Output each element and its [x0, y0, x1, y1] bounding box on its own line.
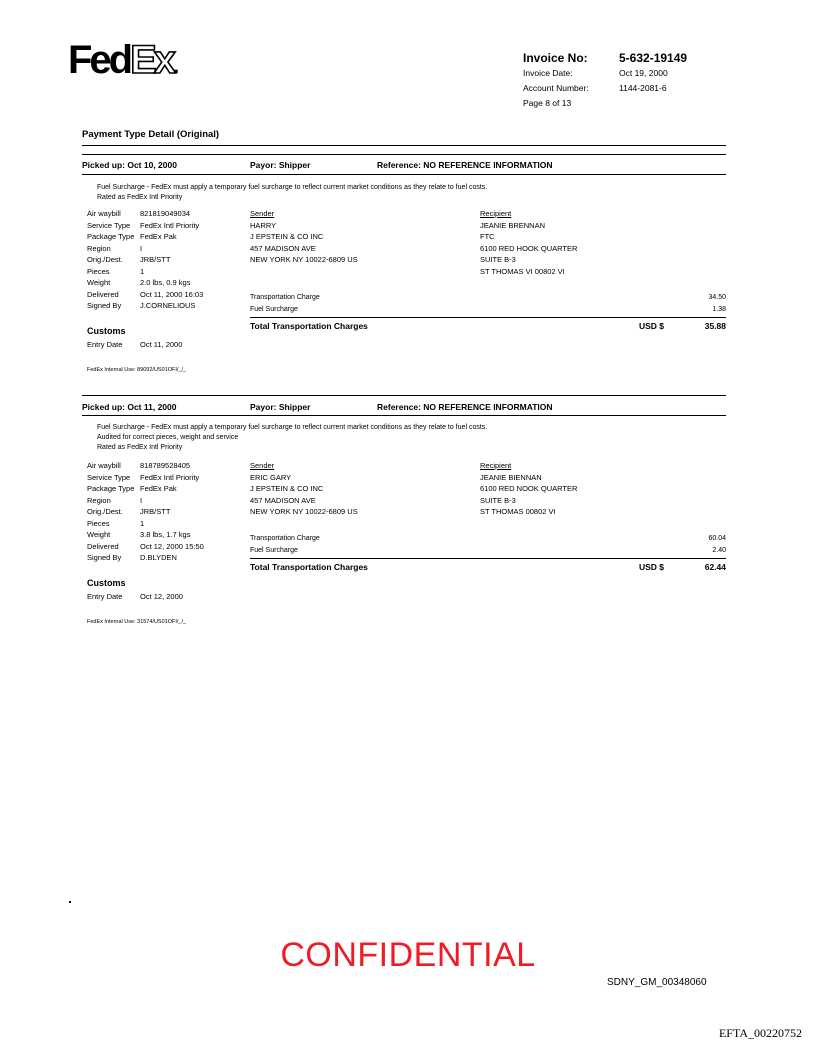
transportation-charge-label: Transportation Charge: [250, 535, 320, 542]
orig-dest-label: Orig./Dest.: [87, 255, 123, 264]
bates-number: SDNY_GM_00348060: [607, 977, 707, 988]
address-line: 6100 RED HOOK QUARTER: [480, 243, 578, 253]
package-type: FedEx Pak: [140, 484, 177, 493]
confidential-stamp: CONFIDENTIAL: [280, 936, 536, 974]
divider: [82, 154, 726, 155]
note: Rated as FedEx Intl Priority: [97, 194, 183, 201]
address-line: JEANIE BIENNAN: [480, 472, 542, 482]
air-waybill-label: Air waybill: [87, 461, 121, 470]
sender-address: [250, 460, 358, 518]
recipient-heading: Recipient: [480, 461, 512, 470]
address-line: SUITE B-3: [480, 255, 516, 264]
pieces-label: Pieces: [87, 266, 110, 276]
address-line: HARRY: [250, 220, 277, 230]
entry-date: Oct 12, 2000: [140, 592, 183, 601]
divider: [82, 145, 726, 146]
fuel-surcharge-label: Fuel Surcharge: [250, 546, 298, 554]
recipient-address: [480, 460, 577, 518]
entry-date-label: Entry Date: [87, 340, 123, 349]
transportation-charge-label: Transportation Charge: [250, 294, 320, 301]
address-line: NEW YORK NY 10022-6809 US: [250, 507, 358, 516]
note: Audited for correct pieces, weight and service: [97, 434, 239, 441]
fuel-surcharge-label: Fuel Surcharge: [250, 305, 298, 313]
note: Fuel Surcharge - FedEx must apply a temporary fuel surcharge to reflect current market conditions as they relate to fuel costs.: [97, 184, 488, 191]
total-amount: 35.88: [704, 321, 726, 331]
entry-date-row: [87, 340, 182, 349]
address-line: ERIC GARY: [250, 472, 292, 482]
service-type: FedEx Intl Priority: [140, 220, 200, 230]
divider: [82, 415, 726, 416]
customs-heading: Customs: [87, 326, 126, 336]
package-type: FedEx Pak: [140, 232, 177, 241]
address-line: ST THOMAS 00802 VI: [480, 507, 556, 516]
address-line: SUITE B-3: [480, 495, 516, 505]
invoice-no: 5-632-19149: [619, 51, 688, 65]
weight: 2.0 lbs, 0.9 kgs: [140, 278, 191, 287]
air-waybill: 821819049034: [140, 209, 191, 218]
address-line: NEW YORK NY 10022-6809 US: [250, 255, 358, 264]
internal-use: FedEx Internal Use: 31574/US01OFI/_/_: [87, 619, 187, 625]
recipient-heading: Recipient: [480, 209, 512, 218]
address-line: J EPSTEIN & CO INC: [250, 484, 324, 493]
entry-date-label: Entry Date: [87, 592, 123, 601]
address-line: J EPSTEIN & CO INC: [250, 232, 324, 241]
reference: Reference: NO REFERENCE INFORMATION: [377, 402, 553, 412]
divider: [82, 174, 726, 175]
signed-by-label: Signed By: [87, 553, 122, 562]
charges: [250, 533, 726, 556]
address-line: JEANIE BRENNAN: [480, 220, 546, 230]
currency: USD $: [639, 562, 665, 572]
transportation-charge: 60.04: [708, 535, 726, 542]
signed-by-label: Signed By: [87, 301, 122, 310]
pieces: 1: [140, 266, 145, 276]
shipment-notes: [97, 183, 487, 203]
page-number: Page 8 of 13: [523, 98, 572, 108]
sender-heading: Sender: [250, 461, 275, 470]
fuel-surcharge: 1.38: [712, 305, 726, 313]
region-label: Region: [87, 243, 111, 253]
internal-use: FedEx Internal Use: 89092/US01OFI/_/_: [87, 367, 187, 373]
shipment-notes: [97, 423, 487, 453]
scan-speck: [69, 901, 71, 903]
total-amount: 62.44: [704, 562, 726, 572]
service-type-label: Service Type: [87, 472, 131, 482]
address-line: ST THOMAS VI 00802 VI: [480, 266, 565, 276]
weight-label: Weight: [87, 530, 111, 539]
currency: USD $: [639, 321, 665, 331]
note: Rated as FedEx Intl Priority: [97, 444, 183, 451]
payor: Payor: Shipper: [250, 160, 311, 170]
invoice-date: Oct 19, 2000: [619, 68, 668, 78]
total-label: Total Transportation Charges: [250, 562, 368, 572]
address-line: 457 MADISON AVE: [250, 243, 316, 253]
recipient-address: [480, 208, 577, 277]
divider: [82, 395, 726, 396]
address-line: FTC: [480, 232, 495, 241]
region-label: Region: [87, 495, 111, 505]
address-line: 457 MADISON AVE: [250, 495, 316, 505]
orig-dest-label: Orig./Dest.: [87, 507, 123, 516]
package-type-label: Package Type: [87, 232, 135, 241]
shipment-details: [87, 460, 204, 564]
package-type-label: Package Type: [87, 484, 135, 493]
picked-up: Picked up: Oct 10, 2000: [82, 160, 177, 170]
account-label: Account Number:: [523, 83, 589, 93]
delivered: Oct 12, 2000 15:50: [140, 541, 204, 551]
delivered-label: Delivered: [87, 541, 119, 551]
sender-address: [250, 208, 358, 266]
customs-heading: Customs: [87, 578, 126, 588]
signed-by: D.BLYDEN: [140, 553, 177, 562]
service-type-label: Service Type: [87, 220, 131, 230]
weight: 3.8 lbs, 1.7 kgs: [140, 530, 191, 539]
orig-dest: JRB/STT: [140, 255, 171, 264]
fedex-logo: FedEx.: [68, 38, 180, 82]
orig-dest: JRB/STT: [140, 507, 171, 516]
section-title: Payment Type Detail (Original): [82, 129, 220, 140]
air-waybill-label: Air waybill: [87, 209, 121, 218]
region: I: [140, 243, 143, 253]
total-label: Total Transportation Charges: [250, 321, 368, 331]
charges: [250, 292, 726, 315]
payor: Payor: Shipper: [250, 402, 311, 412]
fuel-surcharge: 2.40: [712, 546, 726, 554]
pieces: 1: [140, 518, 145, 528]
transportation-charge: 34.50: [708, 294, 726, 301]
invoice-no-label: Invoice No:: [523, 51, 588, 65]
service-type: FedEx Intl Priority: [140, 472, 200, 482]
sender-heading: Sender: [250, 209, 275, 218]
pieces-label: Pieces: [87, 518, 110, 528]
efta-number: EFTA_00220752: [718, 1026, 802, 1040]
address-line: 6100 RED NOOK QUARTER: [480, 484, 578, 493]
total-row: [250, 317, 726, 335]
shipment-details: [87, 208, 203, 312]
region: I: [140, 495, 143, 505]
entry-date: Oct 11, 2000: [140, 340, 183, 349]
weight-label: Weight: [87, 278, 111, 287]
total-row: [250, 558, 726, 576]
air-waybill: 818789528405: [140, 461, 191, 470]
picked-up: Picked up: Oct 11, 2000: [82, 402, 177, 412]
entry-date-row: [87, 592, 183, 601]
reference: Reference: NO REFERENCE INFORMATION: [377, 160, 553, 170]
signed-by: J.CORNELIOUS: [140, 301, 196, 310]
invoice-date-label: Invoice Date:: [523, 68, 573, 78]
note: Fuel Surcharge - FedEx must apply a temporary fuel surcharge to reflect current market conditions as they relate to fuel costs.: [97, 424, 488, 431]
delivered: Oct 11, 2000 16:03: [140, 289, 204, 299]
delivered-label: Delivered: [87, 289, 119, 299]
account-number: 1144-2081-6: [619, 83, 667, 93]
invoice-info: [523, 51, 687, 111]
